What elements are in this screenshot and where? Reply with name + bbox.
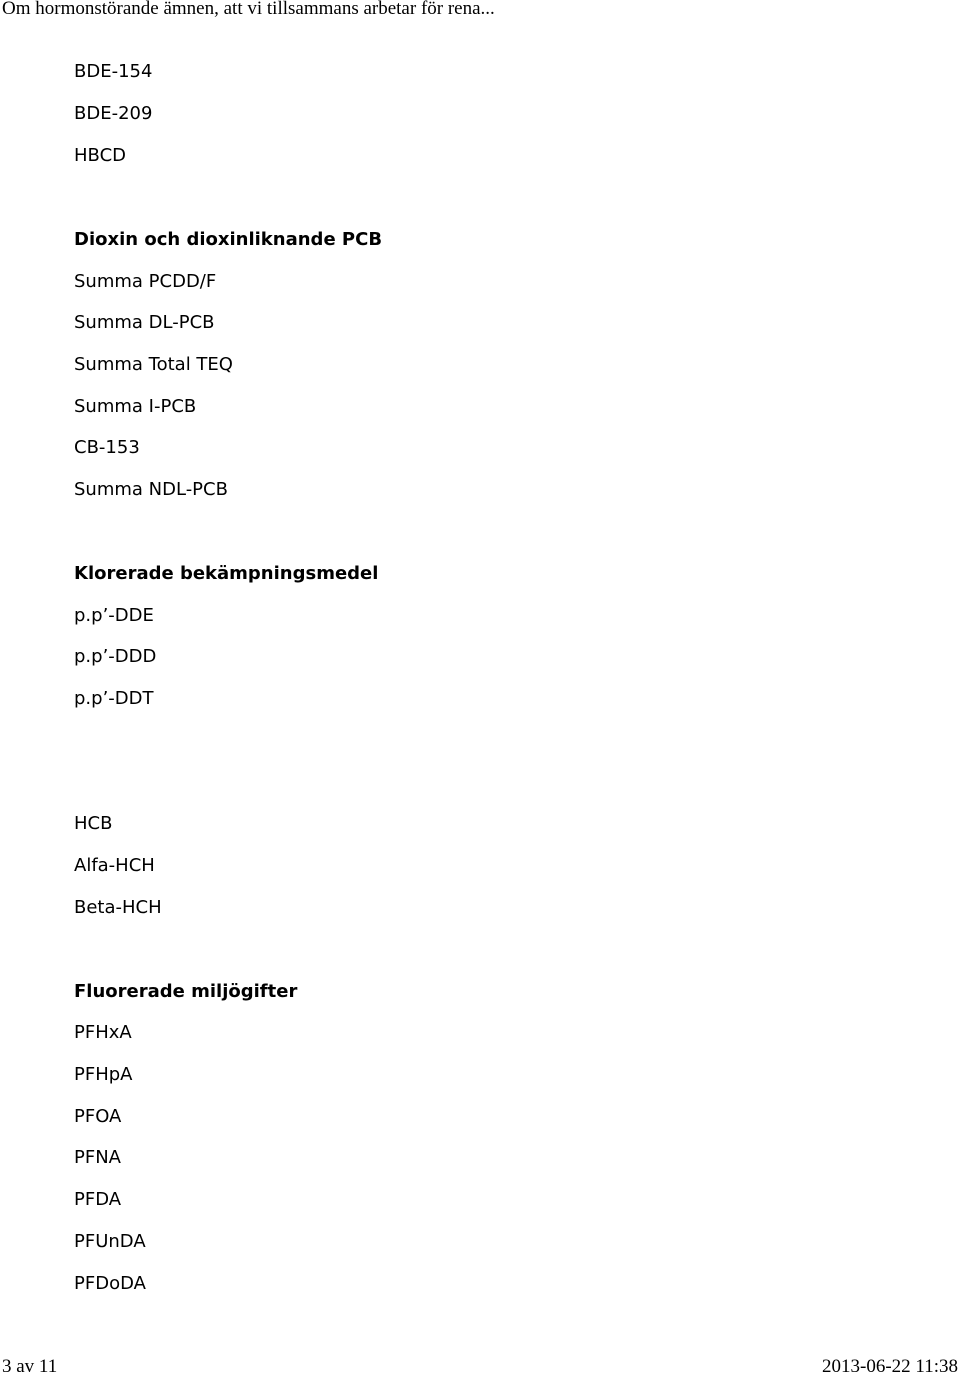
list-item: PFOA bbox=[74, 1106, 122, 1127]
page-number: 3 av 11 bbox=[2, 1356, 58, 1377]
list-item: p.p’-DDT bbox=[74, 688, 154, 709]
list-item: Summa DL-PCB bbox=[74, 312, 215, 333]
list-item: PFDA bbox=[74, 1189, 122, 1210]
section-heading-dioxin: Dioxin och dioxinliknande PCB bbox=[74, 229, 383, 250]
list-item: PFHpA bbox=[74, 1064, 133, 1085]
list-item: BDE-209 bbox=[74, 103, 153, 124]
list-item: Alfa-HCH bbox=[74, 855, 155, 876]
list-item: HBCD bbox=[74, 145, 126, 166]
document-content bbox=[74, 0, 934, 1320]
page-header-title: Om hormonstörande ämnen, att vi tillsammans arbetar för rena... bbox=[2, 0, 495, 19]
list-item: BDE-154 bbox=[74, 61, 153, 82]
list-item: Summa Total TEQ bbox=[74, 354, 233, 375]
list-item: CB-153 bbox=[74, 437, 140, 458]
list-item: PFNA bbox=[74, 1147, 121, 1168]
list-item: HCB bbox=[74, 813, 113, 834]
list-item: Summa I-PCB bbox=[74, 396, 197, 417]
list-item: PFUnDA bbox=[74, 1231, 146, 1252]
section-heading-klorerade: Klorerade bekämpningsmedel bbox=[74, 563, 379, 584]
print-timestamp: 2013-06-22 11:38 bbox=[822, 1356, 958, 1377]
list-item: PFDoDA bbox=[74, 1273, 146, 1294]
list-item: Summa NDL-PCB bbox=[74, 479, 228, 500]
list-item: p.p’-DDE bbox=[74, 605, 154, 626]
list-item: Summa PCDD/F bbox=[74, 271, 217, 292]
list-item: PFHxA bbox=[74, 1022, 132, 1043]
list-item: p.p’-DDD bbox=[74, 646, 157, 667]
section-heading-fluorerade: Fluorerade miljögifter bbox=[74, 981, 298, 1002]
list-item: Beta-HCH bbox=[74, 897, 162, 918]
